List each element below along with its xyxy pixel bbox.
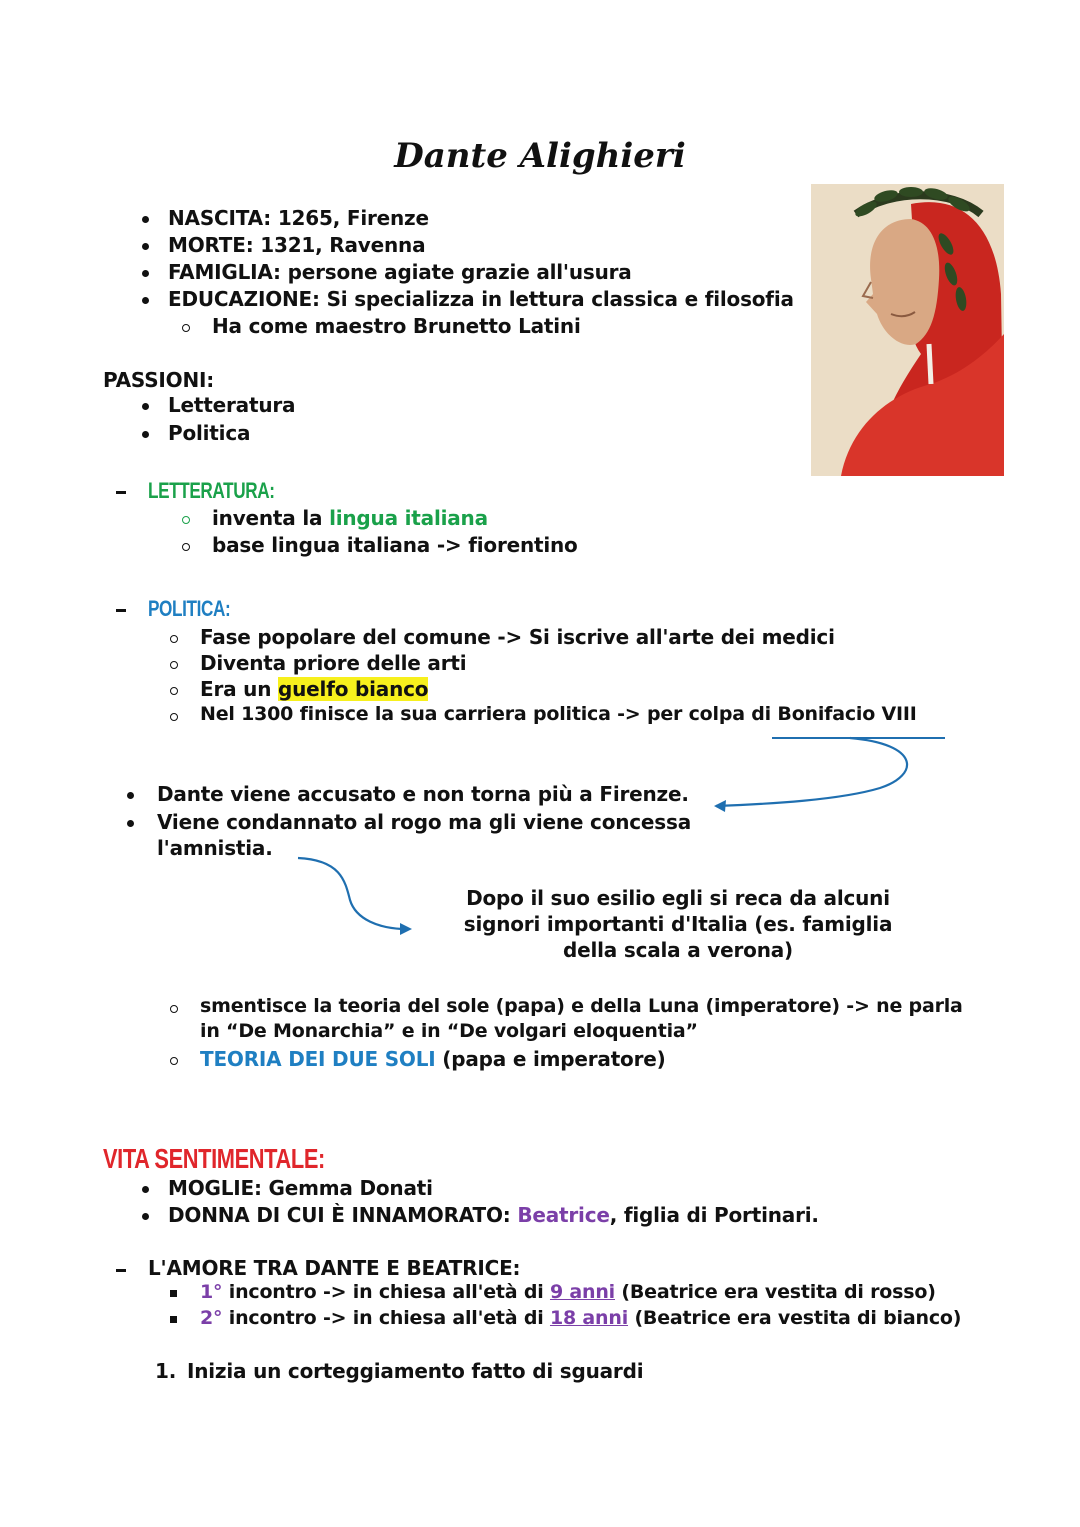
info-value: 1321, Ravenna [260,233,426,257]
circle-bullet-icon [170,635,178,643]
politica-item-2: Diventa priore delle arti [200,651,467,675]
politica-item-text: Era un [200,677,272,701]
incontro-suffix: (Beatrice era vestita di bianco) [634,1307,962,1329]
beatrice-highlight: Beatrice [517,1203,610,1227]
circle-bullet-icon [170,661,178,669]
circle-bullet-icon [170,687,178,695]
politica-item-4: Nel 1300 finisce la sua carriera politica -> per colpa di Bonifacio VIII [200,703,917,725]
info-nascita [168,206,429,230]
numbered-item: Inizia un corteggiamento fatto di sguardi [187,1359,644,1383]
info-value: persone agiate grazie all'usura [287,260,632,284]
bullet-icon [142,216,149,223]
incontro-2 [200,1307,961,1329]
teoria-item-text: (papa e imperatore) [442,1047,666,1071]
numbered-marker: 1. [155,1359,177,1383]
donna-item [168,1203,819,1227]
esilio-note-line-2: signori importanti d'Italia (es. famiglia [463,912,893,936]
circle-bullet-icon [170,713,178,721]
page-title: Dante Alighieri [394,136,686,176]
curved-arrow-icon [700,730,950,815]
dash-icon [116,491,126,494]
circle-bullet-icon [170,1057,178,1065]
teoria-item-1-line-2: in “De Monarchia” e in “De volgari eloquentia” [200,1020,698,1042]
donna-label: DONNA DI CUI È INNAMORATO: [168,1203,511,1227]
bullet-icon [142,431,149,438]
politica-item-3 [200,677,428,701]
esilio-note-line-3: della scala a verona) [563,938,793,962]
letteratura-item-text: inventa la [212,506,323,530]
bullet-icon [142,297,149,304]
letteratura-item-2: base lingua italiana -> fiorentino [212,533,578,557]
amore-heading: L'AMORE TRA DANTE E BEATRICE: [148,1256,521,1280]
dash-icon [116,609,126,612]
bullet-icon [142,1213,149,1220]
moglie-label: MOGLIE: [168,1176,262,1200]
info-morte [168,233,425,257]
esilio-note-line-1: Dopo il suo esilio egli si reca da alcuni [466,886,890,910]
esilio-item-2-line-1: Viene condannato al rogo ma gli viene concessa [157,810,692,834]
bullet-icon [142,243,149,250]
education-sub: Ha come maestro Brunetto Latini [212,314,581,338]
esilio-item-2-line-2: l'amnistia. [157,836,273,860]
info-label: EDUCAZIONE: [168,287,320,311]
info-label: FAMIGLIA: [168,260,281,284]
dash-icon [116,1269,126,1272]
info-value: 1265, Firenze [277,206,429,230]
square-bullet-icon [170,1316,177,1323]
teoria-item-2 [200,1047,666,1071]
info-value: Si specializza in lettura classica e filosofia [326,287,794,311]
circle-bullet-icon [170,1005,178,1013]
incontro-age: 9 anni [549,1281,615,1303]
incontro-age: 18 anni [549,1307,629,1329]
teoria-due-soli-highlight: TEORIA DEI DUE SOLI [200,1047,436,1071]
circle-bullet-icon [182,324,190,332]
bullet-icon [142,1186,149,1193]
curved-arrow-icon [290,850,420,940]
square-bullet-icon [170,1290,177,1297]
circle-bullet-icon [182,543,190,551]
passioni-item: Letteratura [168,393,296,417]
info-educazione [168,287,794,311]
letteratura-heading: LETTERATURA: [148,478,275,503]
esilio-item-1: Dante viene accusato e non torna più a Firenze. [157,782,689,806]
moglie-item [168,1176,433,1200]
moglie-value: Gemma Donati [268,1176,433,1200]
guelfo-bianco-highlight: guelfo bianco [278,677,429,701]
info-label: MORTE: [168,233,254,257]
incontro-text: incontro -> in chiesa all'età di [228,1307,544,1329]
bullet-icon [142,403,149,410]
info-famiglia [168,260,632,284]
donna-suffix: , figlia di Portinari. [609,1203,819,1227]
bullet-icon [127,792,134,799]
bullet-icon [127,820,134,827]
politica-heading: POLITICA: [148,596,231,621]
incontro-suffix: (Beatrice era vestita di rosso) [621,1281,936,1303]
lingua-italiana-highlight: lingua italiana [329,506,488,530]
info-label: NASCITA: [168,206,272,230]
dante-portrait-image [811,184,1004,476]
politica-item-1: Fase popolare del comune -> Si iscrive all'arte dei medici [200,625,835,649]
incontro-1 [200,1281,936,1303]
teoria-item-1-line-1: smentisce la teoria del sole (papa) e della Luna (imperatore) -> ne parla [200,995,963,1017]
passioni-heading: PASSIONI: [103,368,215,392]
incontro-number: 1° [200,1281,223,1303]
circle-bullet-icon [182,516,190,524]
vita-sentimentale-heading: VITA SENTIMENTALE: [103,1143,325,1174]
incontro-text: incontro -> in chiesa all'età di [228,1281,544,1303]
incontro-number: 2° [200,1307,223,1329]
bullet-icon [142,270,149,277]
passioni-item: Politica [168,421,251,445]
letteratura-item-1 [212,506,488,530]
